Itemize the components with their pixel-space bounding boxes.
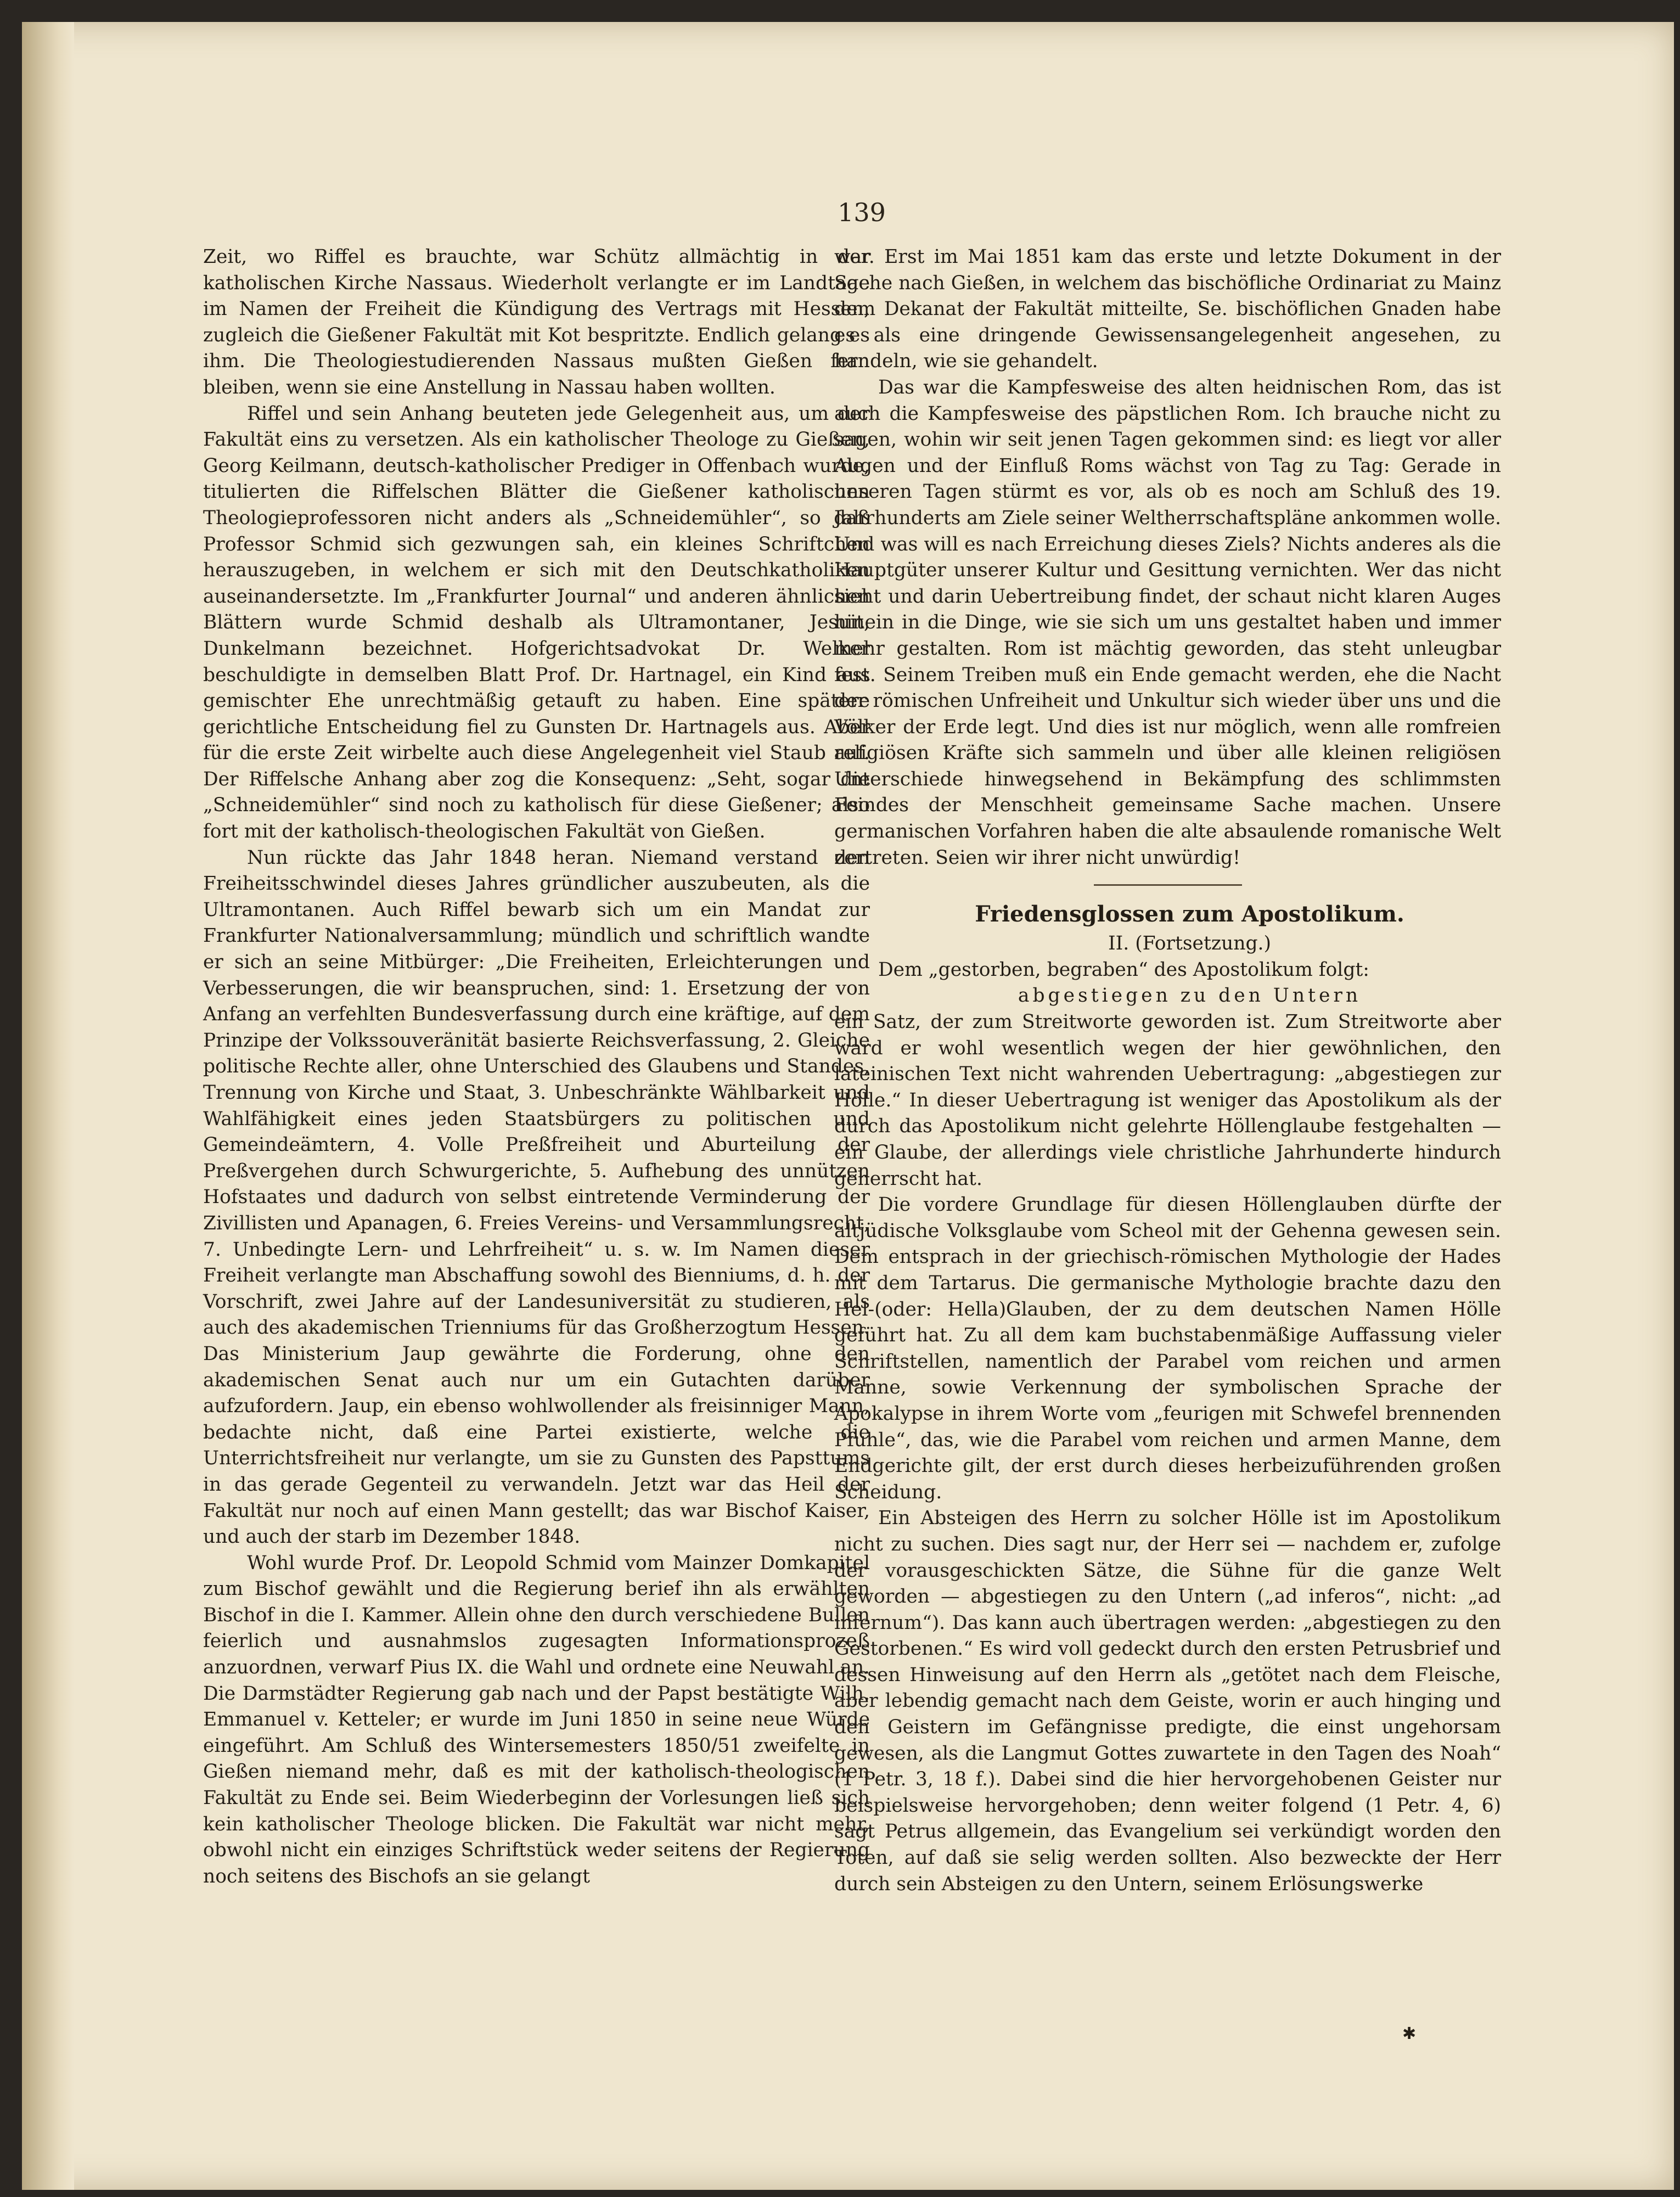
article-subtitle: II. (Fortsetzung.) bbox=[1108, 932, 1271, 955]
paragraph: Das war die Kampfesweise des alten heidnischen Rom, das ist auch die Kampfesweise des päpstlichen Rom. Ich brauche nicht zu sagen, wohin wir seit jenen Tagen gekommen sind: es liegt vor aller Augen und der Einfluß Roms wächst von Tag zu Tag: Gerade in unseren Tagen stürmt es vor, als ob es noch am Schluß des 19. Jahrhunderts am Ziele seiner Weltherrschaftspläne ankommen wolle. Und was will es nach Erreichung dieses Ziels? Nichts anderes als die Hauptgüter unserer Kultur und Gesittung vernichten. Wer das nicht sieht und darin Uebertreibung findet, der schaut nicht klaren Auges hinein in die Dinge, wie sie sich um uns gestaltet haben und immer mehr gestalten. Rom ist mächtig geworden, das steht unleugbar fest. Seinem Treiben muß ein Ende gemacht werden, ehe die Nacht der römischen Unfreiheit und Unkultur sich wieder über uns und die Völker der Erde legt. Und dies ist nur möglich, wenn alle romfreien religiösen Kräfte sich sammeln und über alle kleinen religiösen Unterschiede hinwegsehend in Bekämpfung des schlimmsten Feindes der Menschheit gemeinsame Sache machen. Unsere germanischen Vorfahren haben die alte absaulende romanische Welt zertreten. Seien wir ihrer nicht unwürdig! bbox=[834, 376, 1501, 869]
right-column bbox=[834, 244, 1501, 1897]
paragraph: Ein Absteigen des Herrn zu solcher Hölle ist im Apostolikum nicht zu suchen. Dies sagt nur, der Herr sei — nachdem er, zufolge der vorausgeschickten Sätze, die Sühne für die ganze Welt geworden — abgestiegen zu den Untern („ad inferos“, nicht: „ad infernum“). Das kann auch übertragen werden: „abgestiegen zu den Gestorbenen.“ Es wird voll gedeckt durch den ersten Petrusbrief und dessen Hinweisung auf den Herrn als „getötet nach dem Fleische, aber lebendig gemacht nach dem Geiste, worin er auch hinging und den Geistern im Gefängnisse predigte, die einst ungehorsam gewesen, als die Langmut Gottes zuwartete in den Tagen des Noah“ (1 Petr. 3, 18 f.). Dabei sind die hier hervorgehobenen Geister nur beispielsweise hervorgehoben; denn weiter folgend (1 Petr. 4, 6) sagt Petrus allgemein, das Evangelium sei verkündigt worden den Toten, auf daß sie selig werden sollten. Also bezweckte der Herr durch sein Absteigen zu den Untern, seinem Erlösungswerke bbox=[834, 1507, 1501, 1895]
paragraph: Nun rückte das Jahr 1848 heran. Niemand verstand den Freiheitsschwindel dieses Jahres gründlicher auszubeuten, als die Ultramontanen. Auch Riffel bewarb sich um ein Mandat zur Frankfurter Nationalversammlung; mündlich und schriftlich wandte er sich an seine Mitbürger: „Die Freiheiten, Erleichterungen und Verbesserungen, die wir beanspruchen, sind: 1. Ersetzung der von Anfang an verfehlten Bundesverfassung durch eine kräftige, auf dem Prinzipe der Volkssouveränität basierte Reichsverfassung, 2. Gleiche politische Rechte aller, ohne Unterschied des Glaubens und Standes, Trennung von Kirche und Staat, 3. Unbeschränkte Wählbarkeit und Wahlfähigkeit eines jeden Staatsbürgers zu politischen und Gemeindeämtern, 4. Volle Preßfreiheit und Aburteilung der Preßvergehen durch Schwurgerichte, 5. Aufhebung des unnützen Hofstaates und dadurch von selbst eintretende Verminderung der Zivillisten und Apanagen, 6. Freies Vereins- und Versammlungsrecht, 7. Unbedingte Lern- und Lehrfreiheit“ u. s. w. Im Namen dieser Freiheit verlangte man Abschaffung sowohl des Bienniums, d. h. der Vorschrift, zwei Jahre auf der Landesuniversität zu studieren, als auch des akademischen Trienniums für das Großherzogtum Hessen. Das Ministerium Jaup gewährte die Forderung, ohne den akademischen Senat auch nur um ein Gutachten darüber aufzufordern. Jaup, ein ebenso wohlwollender als freisinniger Mann, bedachte nicht, daß eine Partei existierte, welche die Unterrichtsfreiheit nur verlangte, um sie zu Gunsten des Papsttums in das gerade Gegenteil zu verwandeln. Jetzt war das Heil der Fakultät nur noch auf einen Mann gestellt; das war Bischof Kaiser, und auch der starb im Dezember 1848. bbox=[203, 846, 870, 1548]
left-column bbox=[203, 244, 870, 1890]
paragraph: war. Erst im Mai 1851 kam das erste und letzte Dokument in der Sache nach Gießen, in welchem das bischöfliche Ordinariat zu Mainz dem Dekanat der Fakultät mitteilte, Se. bischöflichen Gnaden habe es als eine dringende Gewissensangelegenheit angesehen, zu handeln, wie sie gehandelt. bbox=[834, 246, 1501, 373]
paragraph: Die vordere Grundlage für diesen Höllenglauben dürfte der altjüdische Volksglaube vom Scheol mit der Gehenna gewesen sein. Dem entsprach in der griechisch-römischen Mythologie der Hades mit dem Tartarus. Die germanische Mythologie brachte dazu den Hel-(oder: Hella)Glauben, der zu dem deutschen Namen Hölle geführt hat. Zu all dem kam buchstabenmäßige Auffassung vieler Schriftstellen, namentlich der Parabel vom reichen und armen Manne, sowie Verkennung der symbolischen Sprache der Apokalypse in ihrem Worte vom „feurigen mit Schwefel brennenden Pfuhle“, das, wie die Parabel vom reichen und armen Manne, dem Endgerichte gilt, der erst durch dieses herbeizuführenden großen Scheidung. bbox=[834, 1194, 1501, 1503]
paragraph: ein Satz, der zum Streitworte geworden ist. Zum Streitworte aber ward er wohl wesentlich wegen der hier gewöhnlichen, den lateinischen Text nicht wahrenden Uebertragung: „abgestiegen zur Hölle.“ In dieser Uebertragung ist weniger das Apostolikum als der durch das Apostolikum nicht gelehrte Höllenglaube festgehalten — ein Glaube, der allerdings viele christliche Jahrhunderte hindurch geherrscht hat. bbox=[834, 1011, 1501, 1190]
paragraph: Wohl wurde Prof. Dr. Leopold Schmid vom Mainzer Domkapitel zum Bischof gewählt und die Regierung berief ihn als erwählten Bischof in die I. Kammer. Allein ohne den durch verschiedene Bullen feierlich und ausnahmslos zugesagten Informationsprozeß anzuordnen, verwarf Pius IX. die Wahl und ordnete eine Neuwahl an. Die Darmstädter Regierung gab nach und der Papst bestätigte Wilh. Emmanuel v. Ketteler; er wurde im Juni 1850 in seine neue Würde eingeführt. Am Schluß des Wintersemesters 1850/51 zweifelte in Gießen niemand mehr, daß es mit der katholisch-theologischen Fakultät zu Ende sei. Beim Wiederbeginn der Vorlesungen ließ sich kein katholischer Theologe blicken. Die Fakultät war nicht mehr, obwohl nicht ein einziges Schriftstück weder seitens der Regierung noch seitens des Bischofs an sie gelangt bbox=[203, 1552, 870, 1887]
footer-asterisk-mark: ✱ bbox=[1402, 2024, 1417, 2043]
article-title: Friedensglossen zum Apostolikum. bbox=[975, 901, 1404, 928]
section-divider bbox=[1094, 884, 1242, 886]
page-spine-shadow bbox=[22, 22, 74, 2190]
article-intro: Dem „gestorben, begraben“ des Apostolikum folgt: bbox=[878, 958, 1369, 981]
paragraph: Zeit, wo Riffel es brauchte, war Schütz allmächtig in der katholischen Kirche Nassaus. Wiederholt verlangte er im Landtage im Namen der Freiheit die Kündigung des Vertrags mit Hessen, zugleich die Gießener Fakultät mit Kot bespritzte. Endlich gelang es ihm. Die Theologiestudierenden Nassaus mußten Gießen fern bleiben, wenn sie eine Anstellung in Nassau haben wollten. bbox=[203, 246, 870, 398]
paragraph: Riffel und sein Anhang beuteten jede Gelegenheit aus, um der Fakultät eins zu versetzen. Als ein katholischer Theologe zu Gießen, Georg Keilmann, deutsch-katholischer Prediger in Offenbach wurde, titulierten die Riffelschen Blätter die Gießener katholischen Theologieprofessoren nicht anders als „Schneidemühler“, so daß Professor Schmid sich gezwungen sah, ein kleines Schriftchen herauszugeben, in welchem er sich mit den Deutschkatholiken auseinandersetzte. Im „Frankfurter Journal“ und anderen ähnlichen Blättern wurde Schmid deshalb als Ultramontaner, Jesuit, Dunkelmann bezeichnet. Hofgerichtsadvokat Dr. Welker beschuldigte in demselben Blatt Prof. Dr. Hartnagel, ein Kind aus gemischter Ehe unrechtmäßig getauft zu haben. Eine spätere gerichtliche Entscheidung fiel zu Gunsten Dr. Hartnagels aus. Aber für die erste Zeit wirbelte auch diese Angelegenheit viel Staub auf. Der Riffelsche Anhang aber zog die Konsequenz: „Seht, sogar die „Schneidemühler“ sind noch zu katholisch für diese Gießener; also fort mit der katholisch-theologischen Fakultät von Gießen. bbox=[203, 402, 870, 843]
article-quote: abgestiegen zu den Untern bbox=[1018, 985, 1362, 1007]
page-number: 139 bbox=[838, 198, 886, 227]
book-page bbox=[22, 22, 1674, 2190]
